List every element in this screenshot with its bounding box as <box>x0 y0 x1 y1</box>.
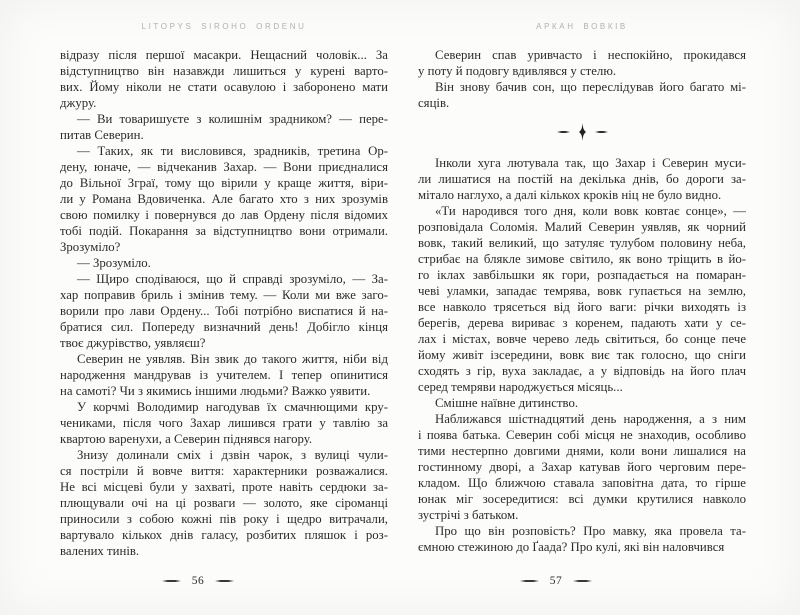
text-line: ворили про лави Ордену... Тобі потрібно виспатися й на- <box>60 304 388 318</box>
text-line: «Ти народився того дня, коли вовк ковтає сонце», — <box>435 204 746 218</box>
text-line: тими нестерпно довгими днями, коли вони лишалися на <box>418 444 746 458</box>
text-line: Северин не уявляв. Він звик до такого життя, ніби від <box>77 352 388 366</box>
text-line: відступництво він назавжди лишиться у курені варто- <box>60 64 388 78</box>
text-line: і поява батька. Северин собі місця не знаходив, особливо <box>418 428 746 442</box>
text-line: мітало наглухо, а далі кількох кроків ніц не було видно. <box>418 188 722 202</box>
text-line: валених тинів. <box>60 544 140 558</box>
text-line: дену, юначе, — відчеканив Захар. — Вони приєдналися <box>60 160 388 174</box>
text-line: чеві уламки, западає темрява, вовк гупається на землю, <box>418 284 746 298</box>
paragraph <box>60 47 388 111</box>
running-head-left: LITOPYS SIROHO ORDENU <box>141 22 307 31</box>
text-line: вартувало кількох днів галасу, розбитих пляшок і роз- <box>60 528 388 542</box>
text-line: Зрозуміло? <box>60 240 121 254</box>
text-line: свою помилку і повернувся до лав Ордену після відомих <box>60 208 388 222</box>
page-number-dash-icon <box>215 580 234 582</box>
paragraph <box>60 255 388 271</box>
text-line: Наближався шістнадцятий день народження, а з ним <box>435 412 746 426</box>
text-line: Северин спав уривчасто і неспокійно, прокидався <box>435 48 746 62</box>
page-number-dash-icon <box>162 580 181 582</box>
section-divider <box>418 123 746 141</box>
right-page-footer <box>392 575 720 587</box>
left-page-number: 56 <box>191 575 205 587</box>
text-line: го іклах завбільшки як гори, розпадається на помаран- <box>418 268 746 282</box>
running-head-right: АРКАН ВОВКІВ <box>536 22 628 31</box>
text-line: питав Северин. <box>60 128 144 142</box>
paragraph <box>418 411 746 523</box>
text-line: у поту й подовгу вдивлявся у стелю. <box>418 64 617 78</box>
text-line: квартою варенухи, а Северин піднявся нагору. <box>60 432 313 446</box>
right-page <box>418 0 746 615</box>
text-line: народження мандрував із учителем. І тепер опинитися <box>60 368 388 382</box>
text-line: Знизу долинали сміх і дзвін чарок, з вулиці чули- <box>77 448 388 462</box>
text-line: на самоті? Чи з якимись іншими людьми? Важко уявити. <box>60 384 371 398</box>
paragraph <box>60 351 388 399</box>
text-line: лах і містах, вовче черево ледь світиться, бо сонце пече <box>418 332 746 346</box>
text-line: твоє джурівство, уявляєш? <box>60 336 206 350</box>
paragraph <box>418 523 746 555</box>
text-line: Не всі місцеві були у захваті, проте навіть сердюки за- <box>60 480 388 494</box>
left-page-text <box>60 47 388 559</box>
paragraph <box>60 447 388 559</box>
text-line: тобі подій. Покарання за відступництво вони отримали. <box>60 224 388 238</box>
text-line: ли у Романа Вдовиченка. Але багато хто з них зрозумів <box>60 192 388 206</box>
text-line: вих. Йому ніколи не стати осавулою і заборонено мати <box>60 80 388 94</box>
text-line: ся постріли й вовче виття: характерники розважалися. <box>60 464 388 478</box>
paragraph <box>418 395 746 411</box>
page-number-dash-icon <box>573 580 592 582</box>
text-line: джуру. <box>60 96 97 110</box>
left-page <box>60 0 388 615</box>
text-line: все навколо трясеться від його ваги: річки виходять із <box>418 300 746 314</box>
paragraph <box>418 203 746 395</box>
paragraph <box>60 111 388 143</box>
text-line: до Вільної Зграї, тому що вірили у краще життя, віри- <box>60 176 388 190</box>
paragraph <box>60 271 388 351</box>
text-line: плющували очі на ці розваги — золото, яке сіроманці <box>60 496 388 510</box>
divider-dash-icon <box>557 131 570 133</box>
text-line: — Ви товаришуєте з колишнім зрадником? — пере- <box>77 112 388 126</box>
right-page-number: 57 <box>549 575 563 587</box>
text-line: ємною стежиною до Ґаада? Про кулі, які він наловчився <box>418 540 725 554</box>
text-line: Інколи хуга лютувала так, що Захар і Северин муси- <box>435 156 746 170</box>
text-line: розповідала Соломія. Малий Северин уявляв, як чорний <box>418 220 746 234</box>
text-line: гостинному дворі, а Захар катував його черговим пере- <box>418 460 746 474</box>
page-number-dash-icon <box>520 580 539 582</box>
paragraph <box>60 399 388 447</box>
text-line: Смішне наївне дитинство. <box>435 396 579 410</box>
text-line: Про що він розповість? Про мавку, яка провела та- <box>435 524 746 538</box>
text-line: Він знову бачив сон, що переслідував його багато мі- <box>435 80 746 94</box>
text-line: — Таких, як ти висловився, зрадників, третина Ор- <box>77 144 388 158</box>
text-line: зустрічі з батьком. <box>418 508 519 522</box>
text-line: чениками, після чого Захар лишився грати у тавлію за <box>60 416 388 430</box>
divider-dash-icon <box>595 131 608 133</box>
text-line: ли лишатися на постій на декілька днів, бо дороги за- <box>418 172 746 186</box>
right-page-text <box>418 47 746 555</box>
text-line: сходять з гір, вуха закладає, а у відповідь на його плач <box>418 364 746 378</box>
text-line: приносили з собою кожні пів року і щедро витрачали, <box>60 512 388 526</box>
paragraph <box>418 47 746 79</box>
left-page-footer <box>34 575 362 587</box>
text-line: стрибає на блякле зимове світило, як воно тріщить в йо- <box>418 252 746 266</box>
text-line: хар поправив бриль і змінив тему. — Коли ми вже заго- <box>60 288 388 302</box>
text-line: сяців. <box>418 96 450 110</box>
text-line: — Зрозуміло. <box>77 256 151 270</box>
text-line: йому живіт ізсередини, вовк виє так голосно, що сніги <box>418 348 746 362</box>
paragraph <box>418 79 746 111</box>
text-line: братися сил. Попереду визначний день! Добігло кінця <box>60 320 388 334</box>
text-line: берегів, дерева вириває з коренем, падають хати у се- <box>418 316 746 330</box>
text-line: серед темряви народжується місяць... <box>418 380 623 394</box>
text-line: — Щиро сподіваюся, що й справді зрозуміло, — За- <box>77 272 388 286</box>
text-line: У корчмі Володимир нагодував їх смачнющими кру- <box>77 400 388 414</box>
text-line: відразу після першої масакри. Нещасний чоловік... За <box>60 48 388 62</box>
text-line: кладом. Що ближчою ставала заповітна дата, то гірше <box>418 476 746 490</box>
text-line: вовк, такий великий, що затуляє тулубом половину неба, <box>418 236 746 250</box>
text-line: юнак міг зосередитися: всі думки крутилися навколо <box>418 492 746 506</box>
four-pointed-star-icon <box>577 123 588 141</box>
paragraph <box>60 143 388 255</box>
paragraph <box>418 155 746 203</box>
